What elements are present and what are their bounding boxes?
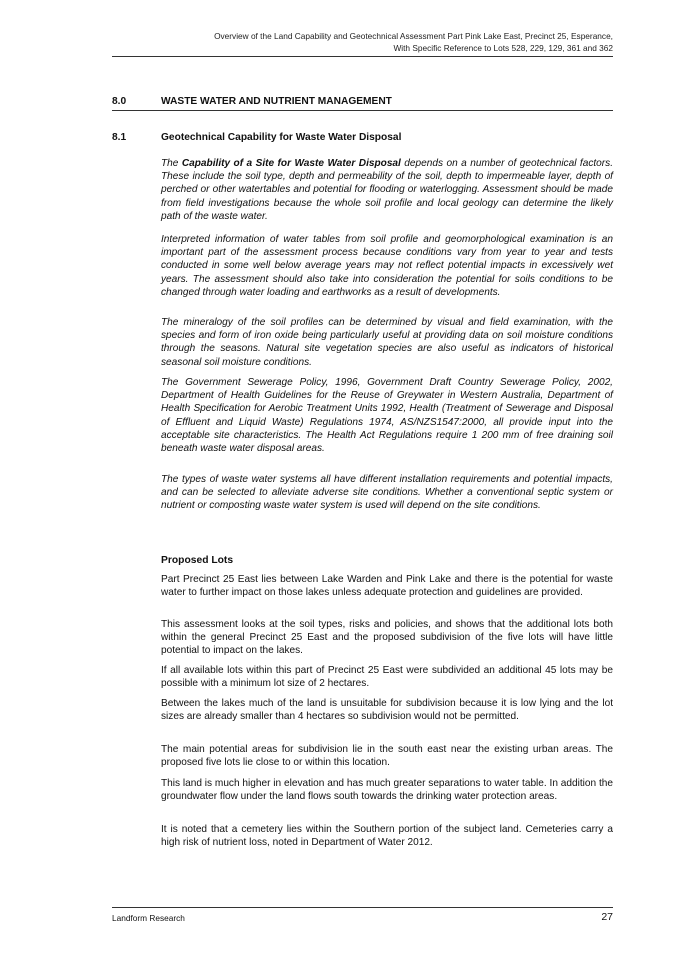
intro-paragraph-3: The mineralogy of the soil profiles can be determined by visual and field examination, with the species and form of iron oxide being particularly useful at providing data on soil moisture conditions through the seasons. Natural site vegetation species are also useful as indicators of historical seasonal soil moisture conditions. [161,317,613,368]
lots-paragraph-3: If all available lots within this part of Precinct 25 East were subdivided an additional 45 lots may be possible with a minimum lot size of 2 hectares. [161,665,613,690]
intro-p2-block [161,233,613,299]
intro-p5-block [161,473,613,513]
section-number: 8.0 [112,96,127,107]
lots-p6-block [161,777,613,803]
lots-paragraph-2: This assessment looks at the soil types, risks and policies, and shows that the additional lots both within the general Precinct 25 East and the proposed subdivision of the five lots will have little potential to impact on the lakes. [161,619,613,657]
intro-paragraph-2: Interpreted information of water tables from soil profile and geomorphological examination is an important part of the assessment process because conditions vary from year to year and tests conducted in some well below average years may not reflect potential impacts in excessively wet years. The assessment should also take into consideration the potential for soils conditions to be changed through water loading and earthworks as a result of developments. [161,234,613,298]
subheading-proposed-lots: Proposed Lots [161,555,234,566]
lots-p2-block [161,618,613,658]
header-line-1: Overview of the Land Capability and Geotechnical Assessment Part Pink Lake East, Precinct 25, Esperance, [214,31,613,41]
intro-paragraph-4: The Government Sewerage Policy, 1996, Government Draft Country Sewerage Policy, 2002, Department of Health Guidelines for the Reuse of Greywater in Western Australia, Department of Health Specification for Aerobic Treatment Units 1992, Health (Treatment of Sewerage and Disposal of Effluent and Liquid Waste) Regulations 1974, AS/NZS1547:2000, all provide input into the acceptable site characteristics. The Health Act Regulations require 1 200 mm of free draining soil beneath waste water disposal areas. [161,377,613,455]
lots-paragraph-6: This land is much higher in elevation and has much greater separations to water table. In addition the groundwater flow under the land flows south towards the drinking water protection areas. [161,778,613,803]
intro-paragraph-5: The types of waste water systems all have different installation requirements and potential impacts, and can be selected to alleviate adverse site conditions. Whether a conventional septic system or nutrient or composting waste water system is used will depend on the site conditions. [161,474,613,512]
lots-paragraph-1: Part Precinct 25 East lies between Lake Warden and Pink Lake and there is the potential for waste water to further impact on those lakes unless adequate protection and guidelines are provided. [161,574,613,599]
intro-paragraph-1: The Capability of a Site for Waste Water Disposal depends on a number of geotechnical factors. These include the soil type, depth and permeability of the soil, depth to impermeable layer, depth of perched or other watertables and potential for flooding or waterlogging. Assessment should be made from field investigations because the whole soil profile and local geology can determine the likely path of the waste water. [161,158,614,222]
proposed-lots-heading-block [161,555,613,566]
intro-p1-block [161,157,613,223]
lots-p1-block [161,573,613,599]
lots-paragraph-4: Between the lakes much of the land is unsuitable for subdivision because it is low lying and the lot sizes are already smaller than 4 hectares so subdivision would not be permitted. [161,698,613,723]
section-heading-8 [112,96,613,111]
intro-p3-block [161,316,613,369]
page-header [112,31,613,57]
section-title: WASTE WATER AND NUTRIENT MANAGEMENT [161,96,392,107]
lots-p7-block [161,823,613,849]
section-title: Geotechnical Capability for Waste Water Disposal [161,132,402,143]
emphasis-term: Capability of a Site for Waste Water Disposal [181,158,401,169]
lots-p3-block [161,664,613,690]
intro-p4-block [161,376,613,455]
section-heading-8-1 [112,132,613,146]
footer-organisation: Landform Research [112,913,185,923]
lots-paragraph-5: The main potential areas for subdivision lie in the south east near the existing urban areas. The proposed five lots lie close to or within this location. [161,744,613,769]
lots-paragraph-7: It is noted that a cemetery lies within the Southern portion of the subject land. Cemeteries carry a high risk of nutrient loss, noted in Department of Water 2012. [161,824,613,849]
section-number: 8.1 [112,132,127,143]
header-line-2: With Specific Reference to Lots 528, 229, 129, 361 and 362 [393,42,613,53]
lots-p5-block [161,743,613,769]
page-number: 27 [601,911,613,923]
page-footer [112,907,613,924]
lots-p4-block [161,697,613,723]
